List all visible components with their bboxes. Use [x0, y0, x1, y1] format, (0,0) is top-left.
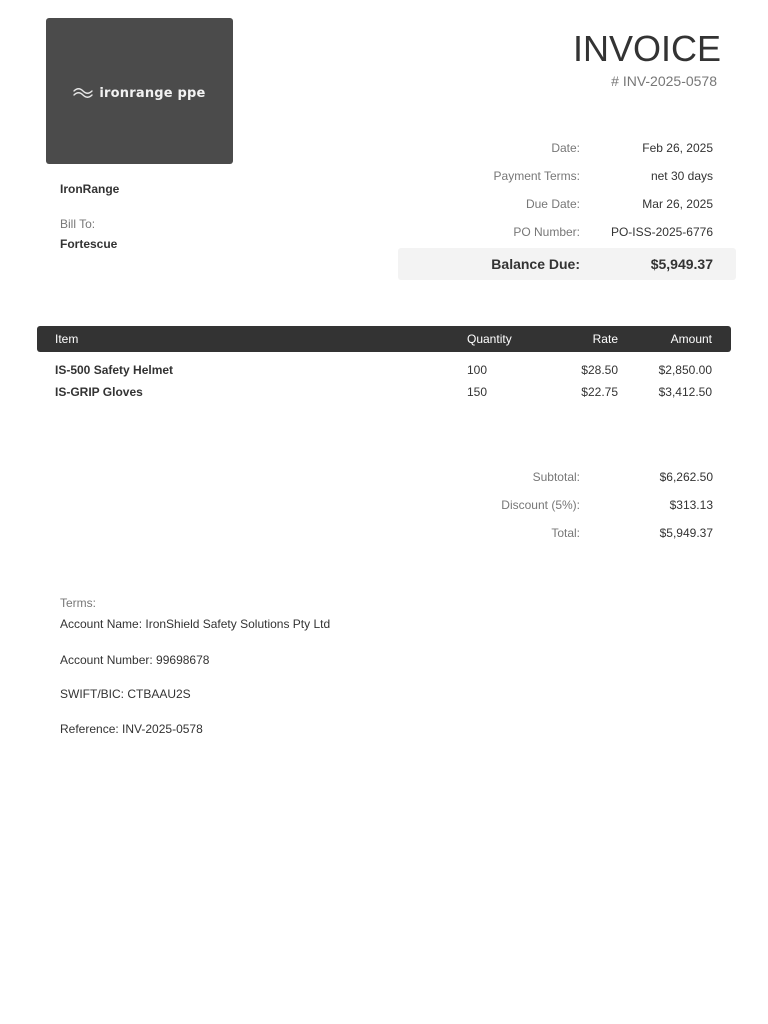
- balance-due-value: $5,949.37: [650, 256, 713, 272]
- table-row: [37, 360, 731, 380]
- item-quantity: 150: [467, 385, 488, 399]
- subtotal-label: Subtotal:: [532, 470, 580, 484]
- item-amount: $3,412.50: [658, 385, 712, 399]
- company-logo: [46, 18, 233, 164]
- logo-text: ironrange ppe: [99, 85, 206, 101]
- total-label: Total:: [551, 526, 580, 540]
- meta-label: Date:: [551, 141, 580, 155]
- terms-reference: Reference: INV-2025-0578: [60, 722, 203, 736]
- meta-label: PO Number:: [513, 225, 580, 239]
- wave-icon: [73, 87, 93, 99]
- meta-row-payment-terms: [400, 162, 736, 190]
- terms-account-number: Account Number: 99698678: [60, 653, 210, 667]
- subtotal-value: $6,262.50: [659, 470, 713, 484]
- balance-due-row: [398, 248, 736, 280]
- discount-label: Discount (5%):: [501, 498, 580, 512]
- column-header-item: Item: [55, 332, 79, 346]
- meta-value: Mar 26, 2025: [642, 197, 713, 211]
- item-rate: $28.50: [581, 363, 618, 377]
- meta-value: PO-ISS-2025-6776: [610, 225, 713, 239]
- bill-to-name: Fortescue: [60, 237, 118, 251]
- item-amount: $2,850.00: [658, 363, 712, 377]
- discount-row: [400, 491, 736, 519]
- items-table-header: [37, 326, 731, 352]
- column-header-quantity: Quantity: [467, 332, 512, 346]
- balance-due-label: Balance Due:: [491, 256, 580, 272]
- terms-label: Terms:: [60, 596, 96, 610]
- column-header-rate: Rate: [592, 332, 618, 346]
- item-quantity: 100: [467, 363, 488, 377]
- terms-account-name: Account Name: IronShield Safety Solutions Pty Ltd: [60, 617, 331, 631]
- total-row: [400, 519, 736, 547]
- total-value: $5,949.37: [659, 526, 713, 540]
- meta-row-po-number: [400, 218, 736, 246]
- meta-label: Due Date:: [525, 197, 580, 211]
- meta-value: net 30 days: [650, 169, 713, 183]
- logo-content: [73, 86, 205, 101]
- column-header-amount: Amount: [670, 332, 712, 346]
- meta-row-due-date: [400, 190, 736, 218]
- invoice-number: # INV-2025-0578: [611, 73, 717, 89]
- subtotal-row: [400, 463, 736, 491]
- table-row: [37, 382, 731, 402]
- from-company-name: IronRange: [60, 182, 120, 196]
- invoice-title: INVOICE: [572, 28, 721, 69]
- item-name: IS-GRIP Gloves: [55, 385, 143, 399]
- item-name: IS-500 Safety Helmet: [55, 363, 174, 377]
- bill-to-label: Bill To:: [60, 217, 96, 231]
- discount-value: $313.13: [669, 498, 713, 512]
- item-rate: $22.75: [581, 385, 618, 399]
- meta-row-date: [400, 134, 736, 162]
- meta-label: Payment Terms:: [493, 169, 580, 183]
- terms-swift-bic: SWIFT/BIC: CTBAAU2S: [60, 687, 191, 701]
- meta-value: Feb 26, 2025: [642, 141, 713, 155]
